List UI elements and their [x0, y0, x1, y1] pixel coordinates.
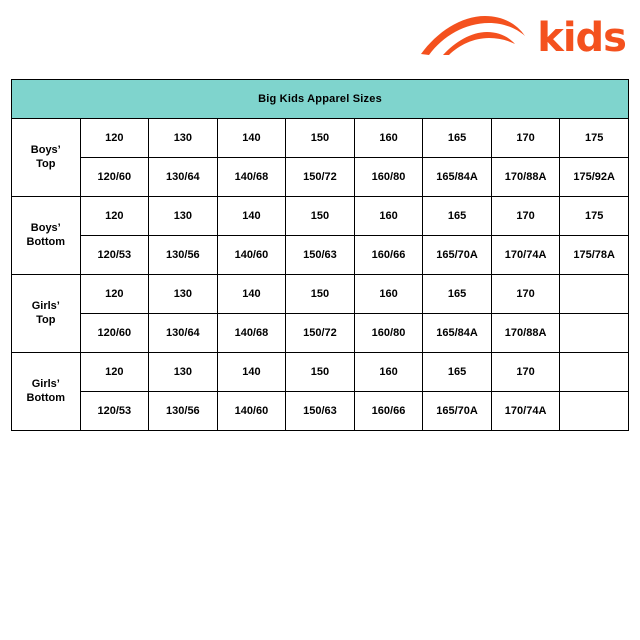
- code-cell: 160/66: [354, 392, 423, 431]
- size-cell: 160: [354, 119, 423, 158]
- code-cell: 170/88A: [491, 314, 560, 353]
- table-row: [12, 119, 629, 158]
- size-cell: 140: [217, 353, 286, 392]
- size-cell: 165: [423, 275, 492, 314]
- size-cell: 165: [423, 119, 492, 158]
- size-cell: 150: [286, 353, 355, 392]
- table-title: Big Kids Apparel Sizes: [12, 80, 629, 119]
- code-cell: 120/60: [80, 314, 149, 353]
- code-cell: 130/56: [149, 236, 218, 275]
- code-cell: 165/70A: [423, 392, 492, 431]
- code-cell: 120/60: [80, 158, 149, 197]
- code-cell: 175/92A: [560, 158, 629, 197]
- size-cell-empty: [560, 353, 629, 392]
- code-cell: 120/53: [80, 236, 149, 275]
- code-cell: 160/80: [354, 158, 423, 197]
- row-header-boys-top: [12, 119, 81, 197]
- size-cell: 175: [560, 197, 629, 236]
- size-cell: 120: [80, 197, 149, 236]
- size-cell: 170: [491, 353, 560, 392]
- size-cell: 140: [217, 275, 286, 314]
- row-header-line1: Boys’: [30, 221, 61, 234]
- row-header-line2: Bottom: [26, 391, 66, 404]
- code-cell: 120/53: [80, 392, 149, 431]
- code-cell: 165/84A: [423, 314, 492, 353]
- size-cell: 120: [80, 119, 149, 158]
- code-cell: 170/74A: [491, 392, 560, 431]
- code-cell: 150/72: [286, 314, 355, 353]
- size-cell: 130: [149, 197, 218, 236]
- size-cell: 160: [354, 275, 423, 314]
- table-row: [12, 314, 629, 353]
- code-cell: 165/70A: [423, 236, 492, 275]
- code-cell: 150/63: [286, 236, 355, 275]
- row-header-line2: Top: [36, 313, 56, 326]
- size-cell: 170: [491, 119, 560, 158]
- row-header-girls-bottom: [12, 353, 81, 431]
- code-cell: 130/64: [149, 314, 218, 353]
- code-cell: 175/78A: [560, 236, 629, 275]
- size-cell: 120: [80, 275, 149, 314]
- code-cell: 130/56: [149, 392, 218, 431]
- row-header-line1: Boys’: [30, 143, 61, 156]
- table-row: [12, 236, 629, 275]
- code-cell: 165/84A: [423, 158, 492, 197]
- size-cell: 165: [423, 197, 492, 236]
- size-cell: 130: [149, 353, 218, 392]
- size-cell: 150: [286, 119, 355, 158]
- row-header-line2: Bottom: [26, 235, 66, 248]
- row-header-line1: Girls’: [31, 377, 60, 390]
- size-cell: 170: [491, 275, 560, 314]
- size-cell: 150: [286, 275, 355, 314]
- code-cell-empty: [560, 392, 629, 431]
- brand-logo: [419, 14, 626, 61]
- code-cell: 160/66: [354, 236, 423, 275]
- size-table-container: [11, 79, 629, 431]
- code-cell: 170/74A: [491, 236, 560, 275]
- code-cell-empty: [560, 314, 629, 353]
- size-cell: 130: [149, 119, 218, 158]
- size-cell-empty: [560, 275, 629, 314]
- size-cell: 170: [491, 197, 560, 236]
- table-row: [12, 275, 629, 314]
- row-header-girls-top: [12, 275, 81, 353]
- code-cell: 140/60: [217, 392, 286, 431]
- size-cell: 160: [354, 197, 423, 236]
- size-cell: 175: [560, 119, 629, 158]
- table-row: [12, 197, 629, 236]
- size-cell: 160: [354, 353, 423, 392]
- table-row: [12, 392, 629, 431]
- anta-swoosh-icon: [419, 14, 529, 58]
- table-title-row: [12, 80, 629, 119]
- table-row: [12, 353, 629, 392]
- size-cell: 120: [80, 353, 149, 392]
- table-row: [12, 158, 629, 197]
- size-cell: 165: [423, 353, 492, 392]
- row-header-boys-bottom: [12, 197, 81, 275]
- size-cell: 140: [217, 119, 286, 158]
- size-cell: 150: [286, 197, 355, 236]
- code-cell: 140/68: [217, 314, 286, 353]
- row-header-line2: Top: [36, 157, 56, 170]
- code-cell: 140/60: [217, 236, 286, 275]
- row-header-line1: Girls’: [31, 299, 60, 312]
- size-cell: 130: [149, 275, 218, 314]
- code-cell: 170/88A: [491, 158, 560, 197]
- brand-wordmark: kids: [537, 15, 626, 61]
- code-cell: 140/68: [217, 158, 286, 197]
- code-cell: 160/80: [354, 314, 423, 353]
- code-cell: 150/63: [286, 392, 355, 431]
- code-cell: 130/64: [149, 158, 218, 197]
- code-cell: 150/72: [286, 158, 355, 197]
- size-table: [11, 79, 629, 431]
- size-cell: 140: [217, 197, 286, 236]
